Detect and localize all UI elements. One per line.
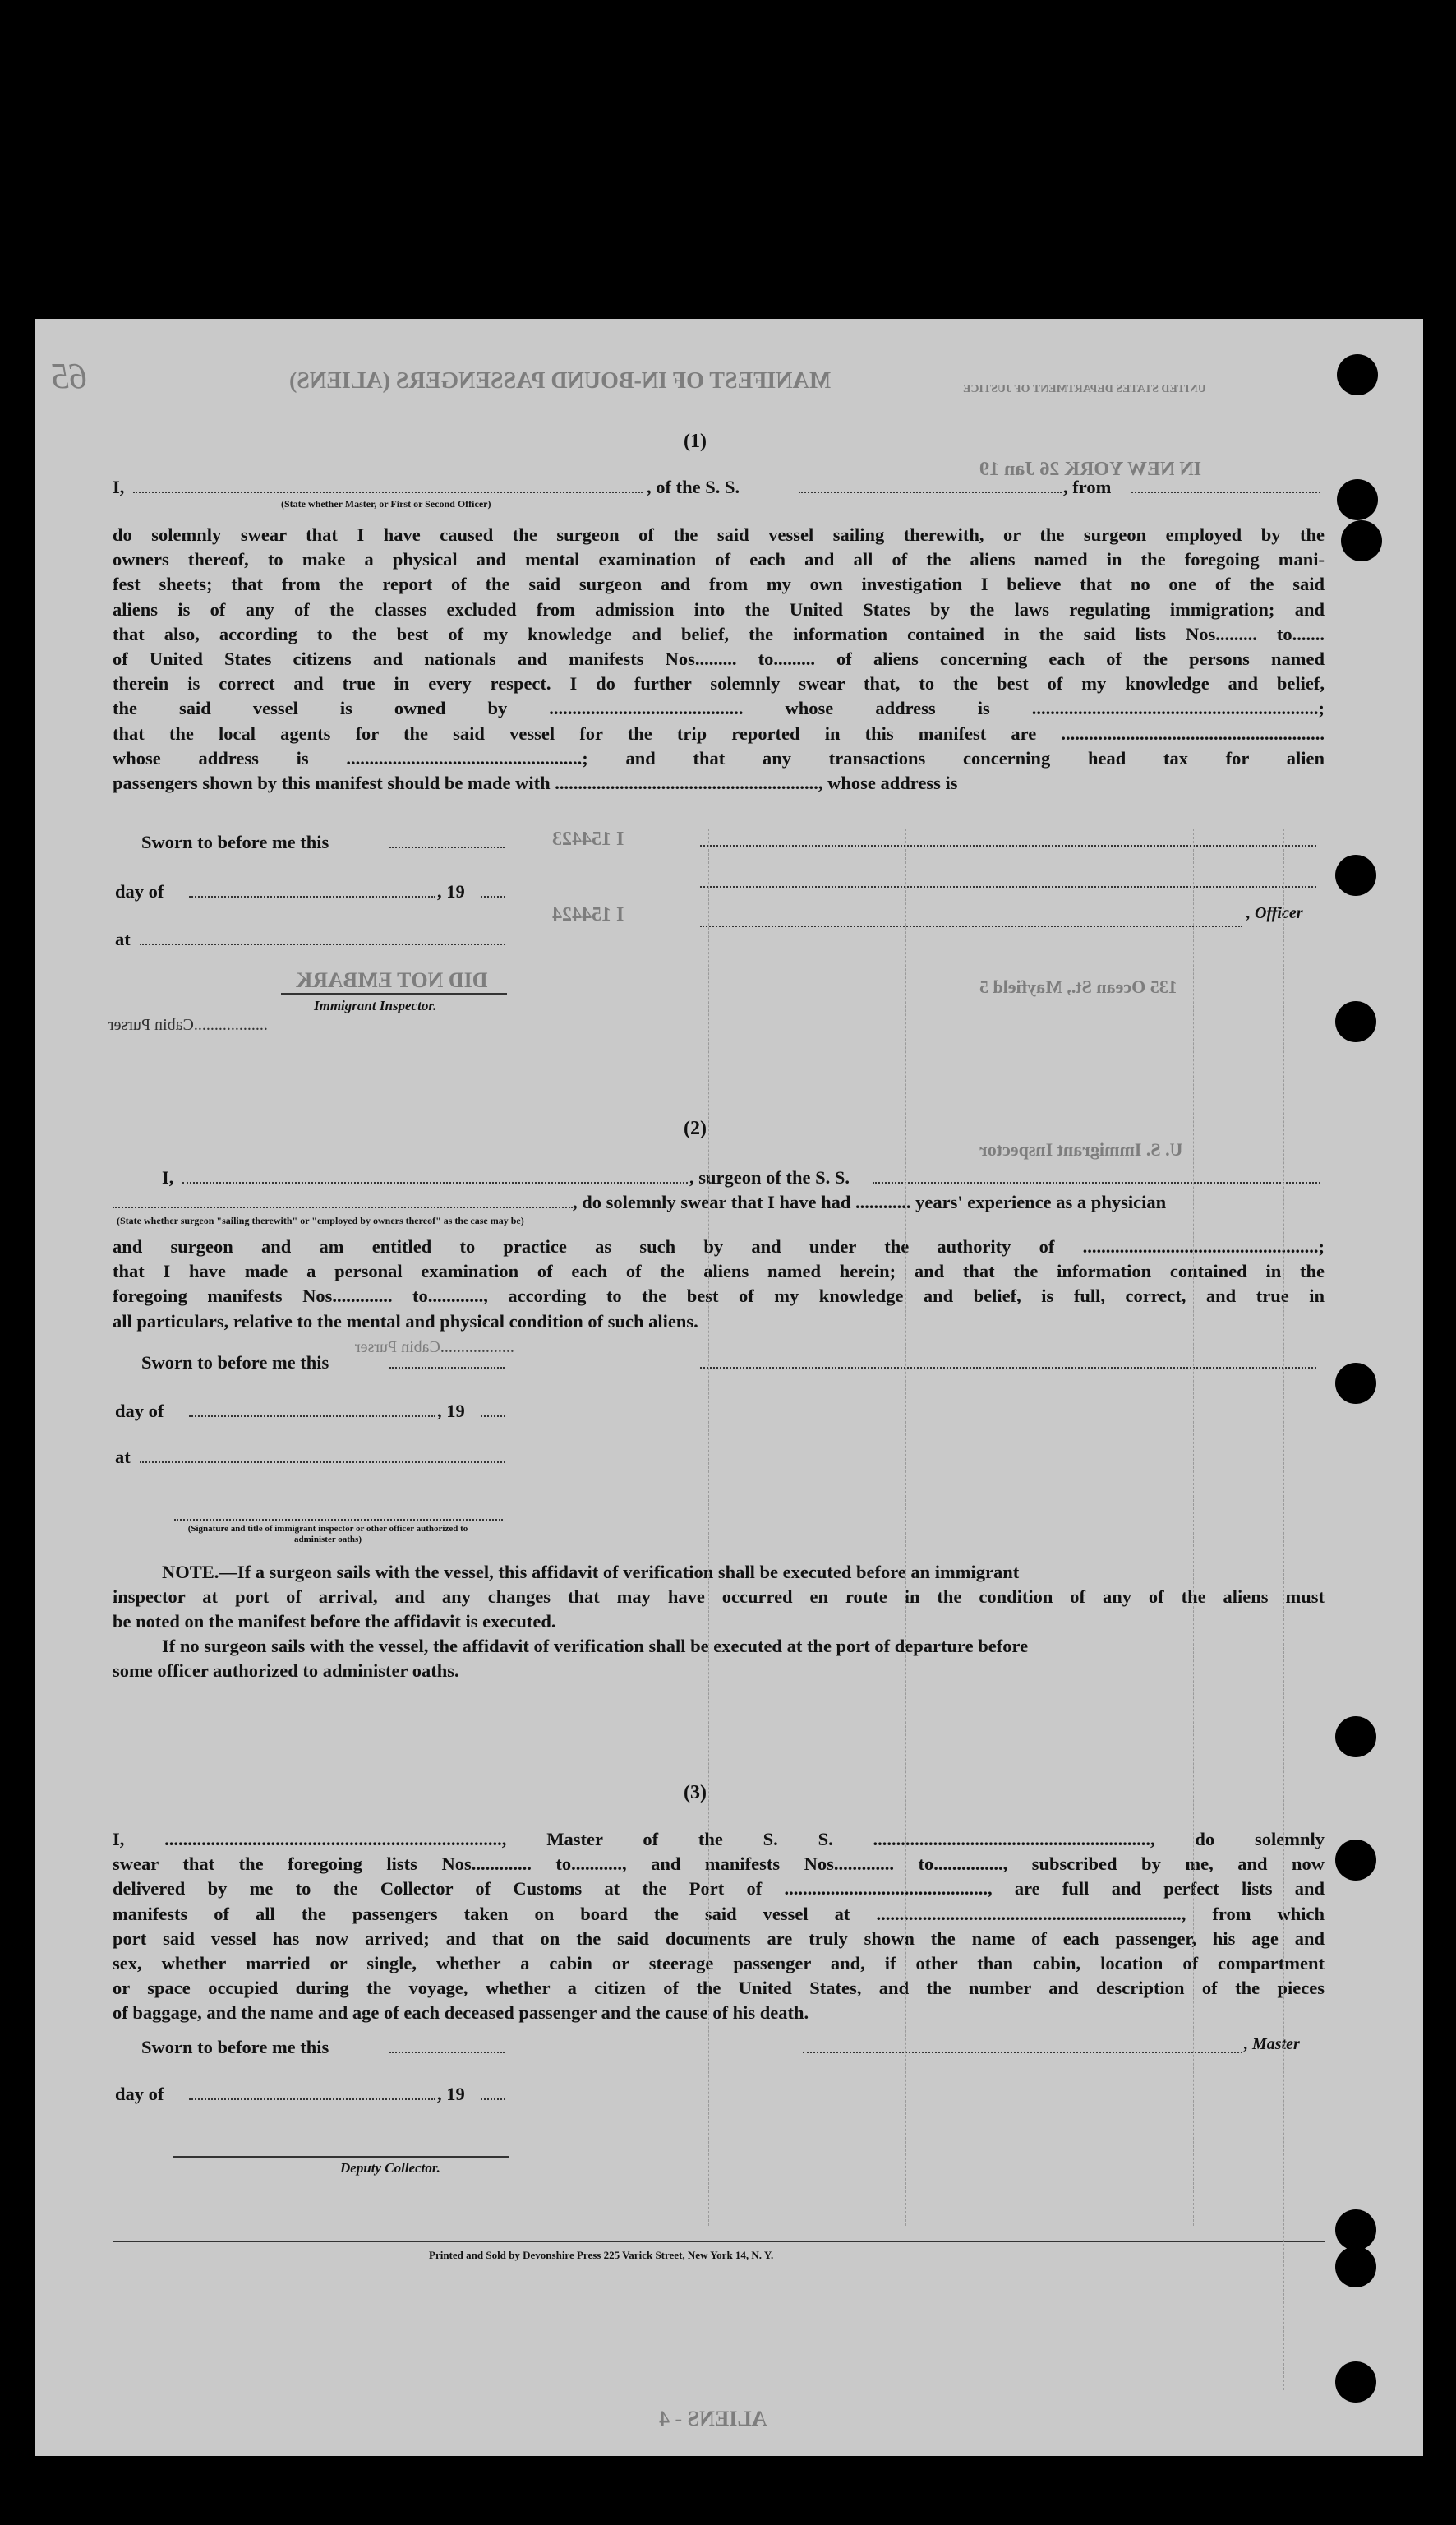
s2-at-field[interactable] — [140, 1461, 505, 1463]
s3-line: swear that the foregoing lists Nos............. to..........., and manifests Nos............. to..............., subscribed by me, and now — [113, 1853, 1325, 1875]
s1-year-label: , 19 — [437, 881, 465, 902]
footer-rule — [113, 2241, 1325, 2242]
s2-line: all particulars, relative to the mental and physical condition of such aliens. — [113, 1310, 698, 1332]
s2-at-label: at — [115, 1447, 131, 1467]
binder-hole — [1335, 855, 1376, 896]
s1-vessel-field[interactable] — [799, 492, 1062, 493]
note-line: be noted on the manifest before the affidavit is executed. — [113, 1611, 556, 1632]
s2-month-field[interactable] — [189, 1415, 435, 1417]
s1-sworn-label: Sworn to before me this — [141, 832, 329, 852]
binder-hole — [1335, 1363, 1376, 1404]
s2-line: and surgeon and am entitled to practice as such by and under the authority of ...................................................; — [113, 1236, 1325, 1257]
s1-from-field[interactable] — [1131, 492, 1320, 493]
bleed-column-line — [905, 829, 906, 2226]
s1-at-field[interactable] — [140, 944, 505, 945]
s2-line: that I have made a personal examination of each of the aliens named herein; and that the information contained in the — [113, 1261, 1325, 1282]
address-stamp: 135 Ocean St., Mayfield 5 — [979, 976, 1177, 997]
note-line-1 — [162, 1560, 1019, 1585]
s2-sworn-day-field[interactable] — [389, 1367, 505, 1369]
s1-i-label: I, — [113, 477, 125, 497]
s1-paragraph — [113, 523, 1325, 796]
s2-status-field[interactable] — [113, 1207, 573, 1208]
s2-year-field[interactable] — [481, 1415, 505, 1417]
printer-imprint: Printed and Sold by Devonshire Press 225 Varick Street, New York 14, N. Y. — [429, 2249, 774, 2261]
s2-sworn-label: Sworn to before me this — [141, 1352, 329, 1373]
s3-year-label: , 19 — [437, 2084, 465, 2104]
inspector-stamp-bleed: U. S. Immigrant Inspector — [979, 1139, 1183, 1160]
s1-line: of United States citizens and nationals and manifests Nos......... to......... of aliens concerning each of the persons named — [113, 649, 1325, 670]
s2-surgeon-name-field[interactable] — [182, 1182, 688, 1184]
s1-officer-signature[interactable] — [700, 926, 1242, 927]
binder-hole — [1335, 1840, 1376, 1881]
s1-day-of-label: day of — [115, 881, 164, 902]
s1-address-line-2[interactable] — [700, 886, 1316, 888]
s2-purser-stamp: Cabin Purser.................. — [355, 1338, 514, 1356]
s2-paragraph — [113, 1235, 1325, 1334]
binder-hole — [1335, 1001, 1376, 1042]
s3-line: port said vessel has now arrived; and that on the said documents are truly shown the name of each passenger, his age and — [113, 1927, 1325, 1949]
s1-sworn-day-field[interactable] — [389, 847, 505, 848]
s3-day-of-label: day of — [115, 2084, 164, 2104]
binder-hole — [1341, 520, 1382, 561]
s3-line: sex, whether married or single, whether a cabin or steerage passenger and, if other than cabin, location of compartment — [113, 1953, 1325, 1974]
s3-paragraph — [113, 1827, 1325, 2026]
section-1-number: (1) — [684, 431, 707, 452]
s3-line: or space occupied during the voyage, whether a citizen of the United States, and the number and description of the pieces — [113, 1978, 1325, 1999]
s1-line: whose address is ...................................................; and that any transactions concerning head tax for alien — [113, 747, 1325, 769]
binder-hole — [1337, 354, 1378, 395]
binder-hole — [1335, 2361, 1376, 2403]
binder-hole — [1335, 2246, 1376, 2287]
s1-line: the said vessel is owned by .......................................... whose address is ..............................................................; — [113, 698, 1325, 719]
s3-master-signature[interactable] — [803, 2052, 1242, 2053]
s1-line: fest sheets; that from the report of the said surgeon and from my own investigation I believe that no one of the said — [113, 574, 1325, 595]
s1-inspector-signature[interactable] — [281, 993, 507, 995]
s1-line: therein is correct and true in every respect. I do further solemnly swear that, to the best of my knowledge and belief, — [113, 673, 1325, 695]
header-title-bleed: MANIFEST OF IN-BOUND PASSENGERS (ALIENS) — [289, 368, 832, 394]
section-3-number: (3) — [684, 1782, 707, 1803]
ref-number-2: I 154424 — [552, 904, 624, 926]
s2-inspector-signature[interactable] — [174, 1519, 503, 1521]
s2-surgeon-signature[interactable] — [700, 1367, 1316, 1369]
s1-month-field[interactable] — [189, 896, 435, 898]
note-line: inspector at port of arrival, and any changes that may have occurred en route in the condition of any of the aliens must — [113, 1586, 1325, 1607]
header-dept-bleed: UNITED STATES DEPARTMENT OF JUSTICE — [963, 383, 1206, 395]
bleed-column-line — [1193, 829, 1194, 2226]
binder-hole — [1335, 1716, 1376, 1757]
s3-master-label: , Master — [1244, 2035, 1300, 2053]
did-not-embark-stamp: DID NOT EMBARK — [296, 968, 488, 992]
s2-day-of-label: day of — [115, 1401, 164, 1421]
s1-line: owners thereof, to make a physical and mental examination of each and all of the aliens named in the foregoing mani- — [113, 549, 1325, 570]
note2-line-1: If no surgeon sails with the vessel, the affidavit of verification shall be executed at the port of departure before — [162, 1636, 1029, 1656]
s3-sworn-label: Sworn to before me this — [141, 2037, 329, 2057]
s2-line: foregoing manifests Nos............. to............, according to the best of my knowledge and belief, is full, correct, and true in — [113, 1286, 1325, 1307]
s2-caption: (State whether surgeon "sailing therewith" or "employed by owners thereof" as the case may be) — [117, 1215, 524, 1226]
s1-line: do solemnly swear that I have caused the surgeon of the said vessel sailing therewith, or the surgeon employed by the — [113, 524, 1325, 545]
s1-officer-label: , Officer — [1246, 904, 1303, 922]
s1-line: that also, according to the best of my knowledge and belief, the information contained in the said lists Nos......... to....... — [113, 623, 1325, 644]
s1-caption: (State whether Master, or First or Second Officer) — [281, 498, 491, 510]
bleed-column-line — [708, 829, 709, 2226]
s3-line: manifests of all the passengers taken on board the said vessel at .................................................................., from which — [113, 1903, 1325, 1924]
section-2-number: (2) — [684, 1118, 707, 1139]
s2-year-label: , 19 — [437, 1401, 465, 1421]
ref-number-1: I 154423 — [552, 829, 624, 850]
s3-deputy-label: Deputy Collector. — [340, 2160, 440, 2176]
ship-line-bleed: IN NEW YORK 26 Jan 19 — [979, 459, 1202, 480]
s1-inspector-label: Immigrant Inspector. — [314, 998, 437, 1013]
page-number-mark: 65 — [51, 356, 87, 396]
s3-line: of baggage, and the name and age of each deceased passenger and the cause of his death. — [113, 2002, 809, 2024]
s1-line: that the local agents for the said vessel for the trip reported in this manifest are ......................................................... — [113, 722, 1325, 744]
s3-line: I, ........................................................................., Master of the S. S. ............................................................, do solemnly — [113, 1829, 1325, 1849]
note-text: —If a surgeon sails with the vessel, this affidavit of verification shall be executed before an immigrant — [219, 1562, 1020, 1582]
manifest-page — [35, 319, 1423, 2456]
s3-deputy-signature[interactable] — [173, 2156, 509, 2158]
s3-year-field[interactable] — [481, 2098, 505, 2100]
cabin-purser-stamp: Cabin Purser.................. — [108, 1016, 268, 1034]
s1-from-label: , from — [1063, 477, 1112, 497]
s1-line: aliens is of any of the classes excluded from admission into the United States by the laws regulating immigration; and — [113, 598, 1325, 620]
s1-address-line[interactable] — [700, 845, 1316, 847]
s2-vessel-field[interactable] — [873, 1182, 1320, 1184]
s2-surgeon-label: , surgeon of the S. S. — [689, 1167, 850, 1188]
bleed-column-line — [1283, 829, 1284, 2390]
aliens-stamp: ALIENS - 4 — [659, 2407, 767, 2430]
s1-year-field[interactable] — [481, 896, 505, 898]
s3-month-field[interactable] — [189, 2098, 435, 2100]
note2-line-2: some officer authorized to administer oaths. — [113, 1660, 459, 1681]
binder-hole — [1337, 479, 1378, 520]
s2-sig-caption: (Signature and title of immigrant inspector or other officer authorized to administer oaths) — [187, 1524, 468, 1544]
note-paragraph — [113, 1585, 1325, 1634]
s3-sworn-day-field[interactable] — [389, 2052, 505, 2053]
s3-line: delivered by me to the Collector of Customs at the Port of ............................................, are full and perfect lists and — [113, 1878, 1325, 1900]
binder-hole — [1335, 2209, 1376, 2250]
s2-line2-tail: , do solemnly swear that I have had ............ years' experience as a physician — [573, 1192, 1167, 1212]
s1-line: passengers shown by this manifest should be made with ........................................................., whose address is — [113, 773, 958, 794]
note-label: NOTE. — [162, 1562, 219, 1582]
s2-i-label: I, — [162, 1167, 174, 1188]
s1-of-ss-label: , of the S. S. — [647, 477, 740, 497]
s1-officer-field[interactable] — [133, 492, 643, 493]
s1-at-label: at — [115, 929, 131, 949]
